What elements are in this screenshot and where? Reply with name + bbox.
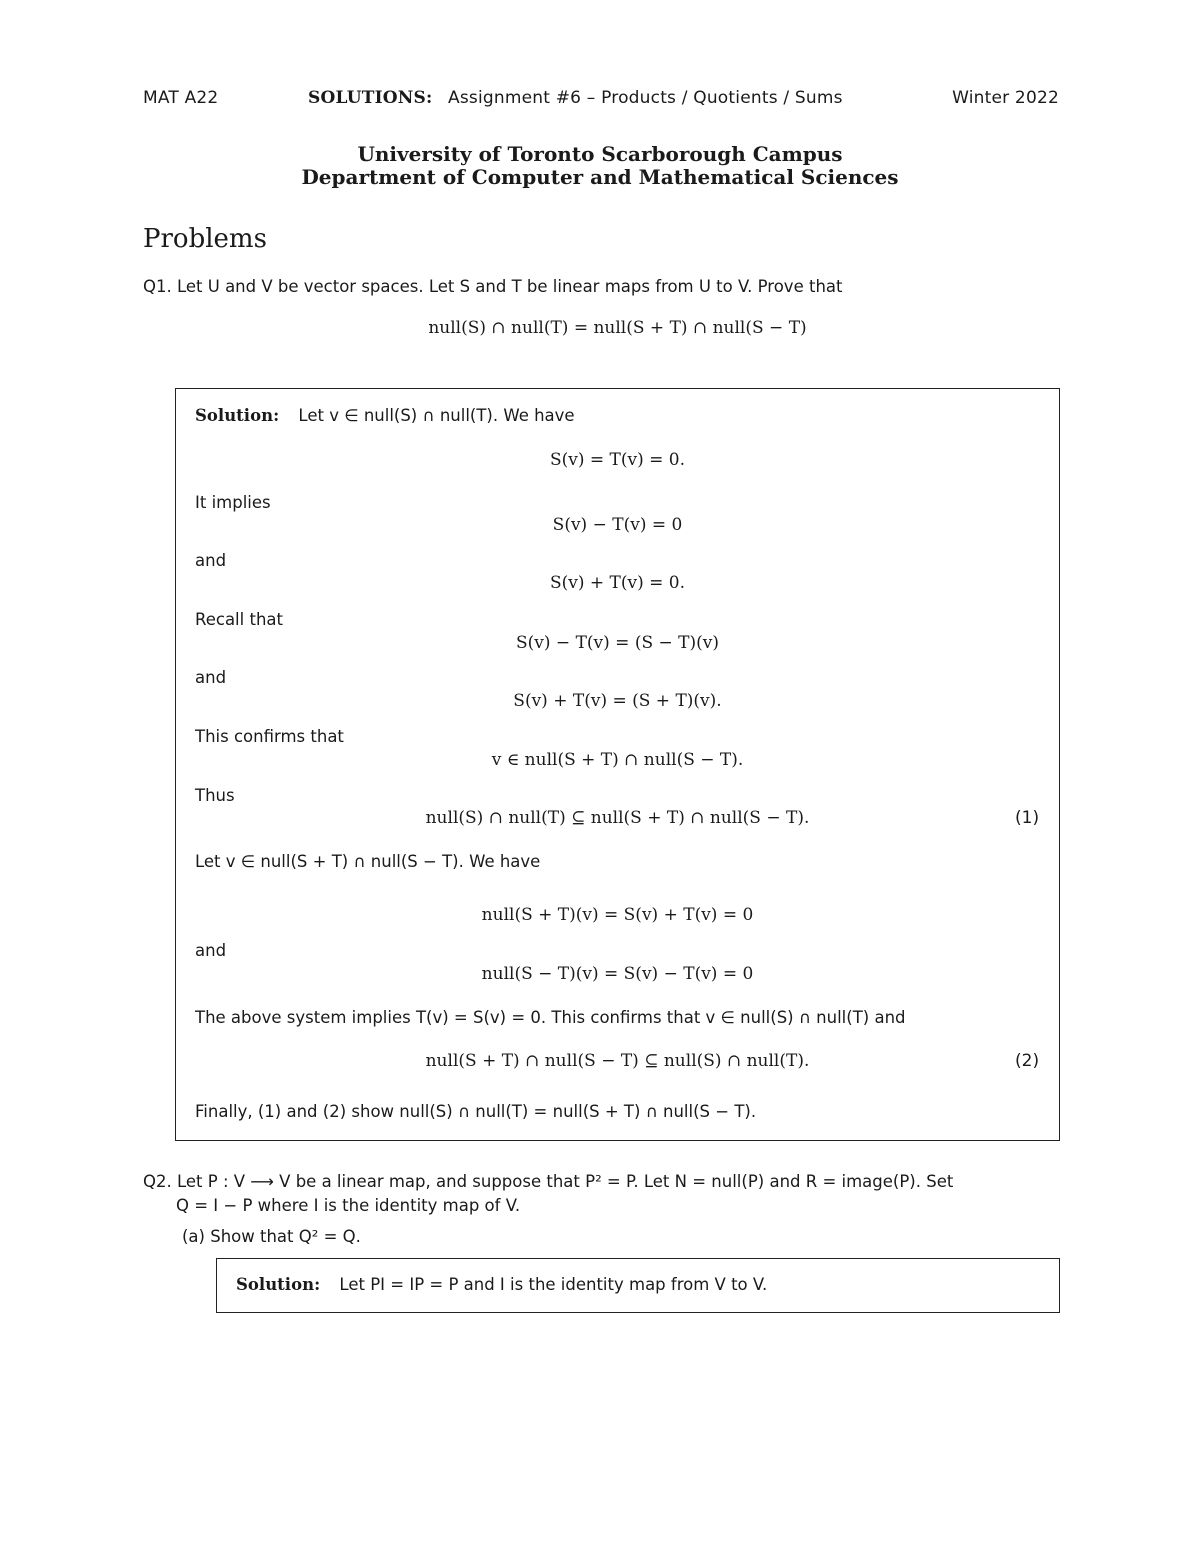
q1-prompt: Q1. Let U and V be vector spaces. Let S and T be linear maps from U to V. Prove that: [143, 277, 843, 296]
eq-3: S(v) + T(v) = 0.: [549, 573, 686, 593]
q1-statement: null(S) ∩ null(T) = null(S + T) ∩ null(S − T): [428, 318, 807, 338]
q2a-solution-text: Let PI = IP = P and I is the identity map from V to V.: [339, 1275, 768, 1294]
solution-intro-text: Let v ∈ null(S) ∩ null(T). We have: [298, 406, 575, 425]
recall-that: Recall that: [195, 610, 283, 629]
eq-5: S(v) + T(v) = (S + T)(v).: [513, 691, 722, 711]
q2a-solution: [236, 1275, 767, 1294]
eq-10: null(S + T) ∩ null(S − T) ⊆ null(S) ∩ null(T).: [425, 1051, 810, 1071]
eq-10-number: (2): [1015, 1051, 1040, 1071]
solution-label: Solution:: [195, 406, 280, 425]
and-1: and: [195, 551, 227, 570]
eq-4: S(v) − T(v) = (S − T)(v): [516, 633, 719, 653]
eq-2: S(v) − T(v) = 0: [552, 515, 683, 535]
eq-8: null(S + T)(v) = S(v) + T(v) = 0: [481, 905, 754, 925]
finally: Finally, (1) and (2) show null(S) ∩ null(T) = null(S + T) ∩ null(S − T).: [195, 1102, 757, 1121]
course-code: MAT A22: [143, 88, 219, 108]
eq-7: null(S) ∩ null(T) ⊆ null(S + T) ∩ null(S − T).: [425, 808, 810, 828]
and-2: and: [195, 668, 227, 687]
q2a-solution-label: Solution:: [236, 1275, 321, 1294]
q1-solution-intro: [195, 406, 575, 425]
solutions-label: SOLUTIONS:: [308, 88, 433, 108]
and-3: and: [195, 941, 227, 960]
q2-part-a: (a) Show that Q² = Q.: [182, 1227, 361, 1246]
above-system: The above system implies T(v) = S(v) = 0. This confirms that v ∈ null(S) ∩ null(T) and: [195, 1008, 906, 1027]
q2-prompt-line-2: Q = I − P where I is the identity map of V.: [176, 1196, 521, 1215]
institution-line-2: Department of Computer and Mathematical Sciences: [301, 165, 899, 189]
section-title: Problems: [143, 224, 267, 254]
eq-7-number: (1): [1015, 808, 1040, 828]
let-v-2: Let v ∈ null(S + T) ∩ null(S − T). We have: [195, 852, 541, 871]
eq-9: null(S − T)(v) = S(v) − T(v) = 0: [481, 964, 754, 984]
thus: Thus: [195, 786, 235, 805]
eq-6: v ∈ null(S + T) ∩ null(S − T).: [491, 750, 744, 770]
header-title: [308, 88, 843, 108]
assignment-title: Assignment #6 – Products / Quotients / Sums: [448, 88, 843, 108]
term: Winter 2022: [952, 88, 1059, 108]
eq-1: S(v) = T(v) = 0.: [549, 450, 686, 470]
institution-line-1: University of Toronto Scarborough Campus: [357, 142, 843, 166]
this-confirms: This confirms that: [195, 727, 344, 746]
q2-prompt-line-1: Q2. Let P : V ⟶ V be a linear map, and suppose that P² = P. Let N = null(P) and R = image(P). Set: [143, 1172, 954, 1191]
it-implies: It implies: [195, 493, 271, 512]
